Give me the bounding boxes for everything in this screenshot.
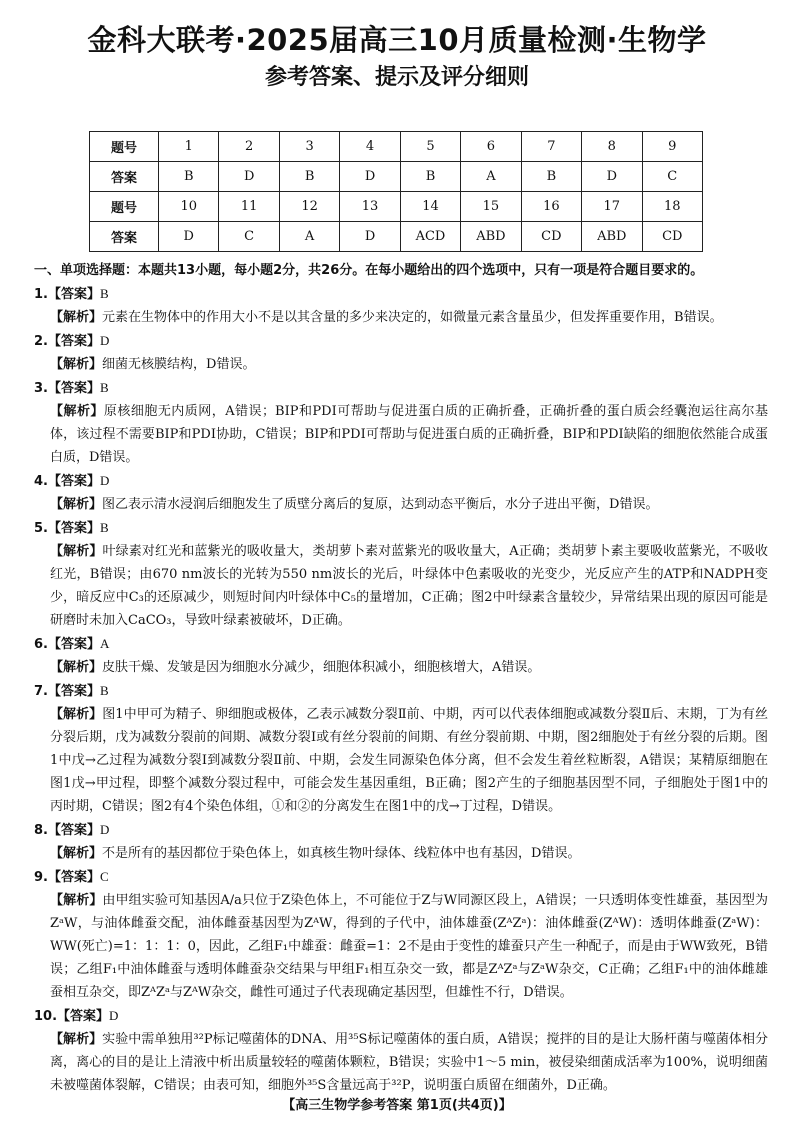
- page-title: 金科大联考·2025届高三10月质量检测·生物学: [87, 23, 707, 57]
- answer-cell: B: [400, 162, 460, 192]
- answer-row: [90, 222, 703, 252]
- answer-line: [34, 469, 768, 493]
- question-number-cell: 16: [521, 192, 581, 222]
- answer-cell: CD: [642, 222, 703, 252]
- answer-heading: 【答案】: [57, 1009, 110, 1024]
- explanation-heading: 【解析】: [50, 357, 103, 372]
- answer-cell: D: [340, 222, 400, 252]
- answer-line: [34, 329, 768, 353]
- answer-line: [34, 679, 768, 703]
- answer-line: [34, 282, 768, 306]
- answer-value: B: [100, 286, 109, 301]
- answer-line: [34, 1004, 768, 1028]
- question-number-cell: 11: [219, 192, 279, 222]
- question-number: 5.: [34, 521, 48, 536]
- question-block: [34, 679, 768, 818]
- answer-cell: D: [340, 162, 400, 192]
- answer-cell: D: [219, 162, 279, 192]
- question-number: 7.: [34, 684, 48, 699]
- answer-value: D: [100, 473, 110, 488]
- question-number-cell: 9: [642, 132, 703, 162]
- question-block: [34, 1004, 768, 1097]
- answer-value: C: [100, 869, 109, 884]
- answer-cell: ABD: [582, 222, 642, 252]
- answer-table: [89, 131, 703, 252]
- answer-cell: D: [159, 222, 219, 252]
- answer-line: [34, 818, 768, 842]
- section-prefix: 一、: [34, 263, 61, 278]
- question-block: [34, 632, 768, 679]
- section-heading: [34, 259, 768, 282]
- answer-cell: A: [461, 162, 521, 192]
- question-number-row: [90, 132, 703, 162]
- answer-heading: 【答案】: [47, 521, 100, 536]
- explanation: [34, 353, 768, 376]
- question-number: 4.: [34, 474, 48, 489]
- question-number-cell: 15: [461, 192, 521, 222]
- question-number-cell: 5: [400, 132, 460, 162]
- explanation-text: 细菌无核膜结构，D错误。: [102, 357, 256, 372]
- answer-heading: 【答案】: [47, 637, 100, 652]
- question-block: [34, 865, 768, 1004]
- answer-cell: B: [521, 162, 581, 192]
- question-list: [34, 282, 768, 1097]
- answer-value: D: [100, 822, 110, 837]
- answer-line: [34, 632, 768, 656]
- page-footer: 【高三生物学参考答案 第1页(共4页)】: [282, 1098, 512, 1113]
- question-number-cell: 4: [340, 132, 400, 162]
- answer-value: D: [109, 1008, 119, 1023]
- question-number: 1.: [34, 287, 48, 302]
- question-number-cell: 14: [400, 192, 460, 222]
- answer-heading: 【答案】: [47, 474, 100, 489]
- answer-cell: ACD: [400, 222, 460, 252]
- answer-cell: C: [642, 162, 703, 192]
- explanation-text: 图乙表示清水浸润后细胞发生了质壁分离后的复原，达到动态平衡后，水分子进出平衡，D错误。: [102, 497, 659, 512]
- question-number-cell: 12: [279, 192, 339, 222]
- answer-line: [34, 865, 768, 889]
- explanation-text: 由甲组实验可知基因A/a只位于Z染色体上，不可能位于Z与W同源区段上，A错误；一只透明体变性雄蚕，基因型为ZᵃW，与油体雌蚕交配，油体雌蚕基因型为ZᴬW，得到的子代中，油体雄蚕(ZᴬZᵃ)：油体雌蚕(ZᴬW)：透明体雌蚕(ZᵃW)：WW(死亡)=1：1：1：0，因此，乙组F₁中雄蚕：雌蚕=1：2不是由于变性的雄蚕只产生一种配子，而是由于WW致死，B错误；乙组F₁中油体雌蚕与透明体雌蚕杂交结果与甲组F₁相互杂交一致，都是ZᴬZᵃ与ZᵃW杂交，C正确；乙组F₁中的油体雌雄蚕相互杂交，即ZᴬZᵃ与ZᴬW杂交，雌性可通过子代表现确定基因型，但雄性不行，D错误。: [50, 893, 768, 1000]
- question-number-cell: 13: [340, 192, 400, 222]
- answer-heading: 【答案】: [47, 870, 100, 885]
- explanation-heading: 【解析】: [50, 660, 103, 675]
- answer-cell: B: [279, 162, 339, 192]
- answer-heading: 【答案】: [47, 334, 100, 349]
- question-block: [34, 376, 768, 469]
- question-number-cell: 10: [159, 192, 219, 222]
- explanation-heading: 【解析】: [50, 846, 103, 861]
- explanation: [34, 400, 768, 469]
- question-number-cell: 18: [642, 192, 703, 222]
- question-number-row: [90, 192, 703, 222]
- answer-heading: 【答案】: [47, 684, 100, 699]
- explanation: [34, 842, 768, 865]
- explanation-heading: 【解析】: [50, 1032, 103, 1047]
- row-label-question: 题号: [90, 132, 159, 162]
- answer-cell: C: [219, 222, 279, 252]
- answer-cell: B: [159, 162, 219, 192]
- section-text: 单项选择题：本题共13小题，每小题2分，共26分。在每小题给出的四个选项中，只有一项是符合题目要求的。: [60, 263, 704, 278]
- explanation: [34, 703, 768, 818]
- row-label-answer: 答案: [90, 222, 159, 252]
- explanation: [34, 656, 768, 679]
- explanation-text: 皮肤干燥、发皱是因为细胞水分减少，细胞体积减小，细胞核增大，A错误。: [102, 660, 541, 675]
- question-number: 3.: [34, 381, 48, 396]
- explanation-heading: 【解析】: [50, 893, 103, 908]
- explanation: [34, 889, 768, 1004]
- answer-heading: 【答案】: [47, 381, 100, 396]
- question-number-cell: 2: [219, 132, 279, 162]
- answer-heading: 【答案】: [47, 823, 100, 838]
- answer-value: B: [100, 520, 109, 535]
- page-subtitle: 参考答案、提示及评分细则: [264, 65, 529, 90]
- question-number-cell: 1: [159, 132, 219, 162]
- question-number-cell: 7: [521, 132, 581, 162]
- explanation-heading: 【解析】: [50, 497, 103, 512]
- question-number: 10.: [34, 1009, 58, 1024]
- explanation: [34, 306, 768, 329]
- explanation: [34, 540, 768, 632]
- explanation-text: 元素在生物体中的作用大小不是以其含量的多少来决定的，如微量元素含量虽少，但发挥重要作用，B错误。: [102, 310, 723, 325]
- explanation-text: 不是所有的基因都位于染色体上，如真核生物叶绿体、线粒体中也有基因，D错误。: [102, 846, 581, 861]
- question-block: [34, 469, 768, 516]
- explanation-heading: 【解析】: [50, 310, 103, 325]
- explanation-text: 图1中甲可为精子、卵细胞或极体，乙表示减数分裂Ⅱ前、中期，丙可以代表体细胞或减数分裂Ⅱ后、末期，丁为有丝分裂后期，戊为减数分裂前的间期、减数分裂Ⅰ或有丝分裂前的间期、有丝分裂前期、中期，图2细胞处于有丝分裂的后期。图1中戊→乙过程为减数分裂Ⅰ到减数分裂Ⅱ前、中期，会发生同源染色体分离，但不会发生着丝粒断裂，A错误；某精原细胞在图1戊→甲过程，即整个减数分裂过程中，可能会发生基因重组，B正确；图2产生的子细胞基因型不同，子细胞处于图1中的丙时期，C错误；图2有4个染色体组，①和②的分离发生在图1中的戊→丁过程，D错误。: [50, 707, 768, 814]
- answer-cell: D: [582, 162, 642, 192]
- answer-value: A: [100, 636, 110, 651]
- answer-line: [34, 376, 768, 400]
- explanation: [34, 1028, 768, 1097]
- question-number: 8.: [34, 823, 48, 838]
- row-label-question: 题号: [90, 192, 159, 222]
- question-block: [34, 282, 768, 329]
- question-number-cell: 6: [461, 132, 521, 162]
- question-number-cell: 17: [582, 192, 642, 222]
- answer-value: D: [100, 333, 110, 348]
- answer-cell: CD: [521, 222, 581, 252]
- question-number: 2.: [34, 334, 48, 349]
- answer-value: B: [100, 380, 109, 395]
- question-block: [34, 516, 768, 632]
- answer-cell: A: [279, 222, 339, 252]
- explanation-heading: 【解析】: [50, 707, 103, 722]
- question-number-cell: 8: [582, 132, 642, 162]
- answer-line: [34, 516, 768, 540]
- explanation-text: 原核细胞无内质网，A错误；BIP和PDI可帮助与促进蛋白质的正确折叠，正确折叠的蛋白质会经囊泡运往高尔基体，该过程不需要BIP和PDI协助，C错误；BIP和PDI可帮助与促进蛋白质的正确折叠，BIP和PDI缺陷的细胞依然能合成蛋白质，D错误。: [50, 404, 768, 465]
- question-number: 6.: [34, 637, 48, 652]
- explanation-heading: 【解析】: [50, 404, 104, 419]
- question-number: 9.: [34, 870, 48, 885]
- question-block: [34, 329, 768, 376]
- answer-value: B: [100, 683, 109, 698]
- answer-cell: ABD: [461, 222, 521, 252]
- content-body: [34, 259, 768, 1097]
- question-number-cell: 3: [279, 132, 339, 162]
- explanation-heading: 【解析】: [50, 544, 103, 559]
- question-block: [34, 818, 768, 865]
- answer-heading: 【答案】: [47, 287, 100, 302]
- answer-row: [90, 162, 703, 192]
- explanation: [34, 493, 768, 516]
- row-label-answer: 答案: [90, 162, 159, 192]
- explanation-text: 叶绿素对红光和蓝紫光的吸收量大，类胡萝卜素对蓝紫光的吸收量大，A正确；类胡萝卜素主要吸收蓝紫光，不吸收红光，B错误；由670 nm波长的光转为550 nm波长的光后，叶绿体中色素吸收的光变少，光反应产生的ATP和NADPH变少，暗反应中C₃的还原减少，则短时间内叶绿体中C₅的量增加，C正确；图2中叶绿素含量较少，异常结果出现的原因可能是研磨时未加入CaCO₃，导致叶绿素被破坏，D正确。: [50, 544, 768, 628]
- explanation-text: 实验中需单独用³²P标记噬菌体的DNA、用³⁵S标记噬菌体的蛋白质，A错误；搅拌的目的是让大肠杆菌与噬菌体相分离，离心的目的是让上清液中析出质量较轻的噬菌体颗粒，B错误；实验中1～5 min，被侵染细菌成活率为100%，说明细菌未被噬菌体裂解，C错误；由表可知，细胞外³⁵S含量远高于³²P，说明蛋白质留在细菌外，D正确。: [50, 1032, 768, 1093]
